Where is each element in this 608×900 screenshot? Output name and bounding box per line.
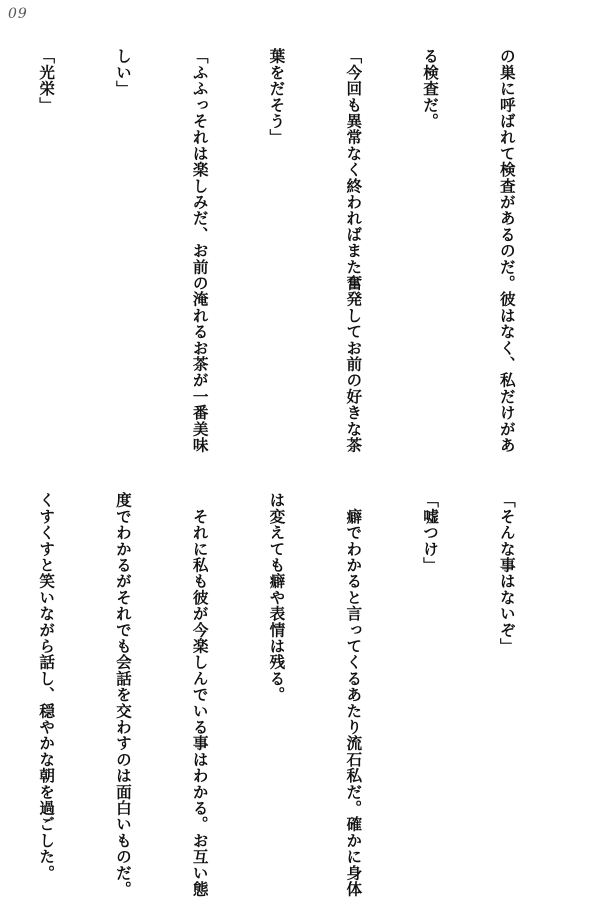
page-number: 09 (8, 6, 28, 22)
text-line: 度でわかるがそれでも会話を交わすのは面白いものだ。 (113, 492, 132, 897)
text-line: 葉をだそう」 (267, 48, 286, 146)
text-line: 「今回も異常なく終わればまた奮発してお前の好きな茶 (344, 48, 363, 453)
text-line: それに私も彼が今楽しんでいる事はわかる。お互い態 (190, 492, 209, 897)
text-line: は変えても癖や表情は残る。 (267, 492, 286, 703)
upper-text-block (0, 48, 570, 488)
text-line: 「嘘つけ」 (421, 492, 440, 573)
text-line: 「光栄」 (37, 48, 56, 113)
text-line: くすくすと笑いながら話し、穏やかな朝を過ごした。 (37, 492, 56, 881)
text-line: しい」 (113, 48, 132, 97)
text-line: 「ふふっそれは楽しみだ、お前の淹れるお茶が一番美味 (190, 48, 209, 453)
text-line: る検査だ。 (421, 48, 440, 129)
text-line: の巣に呼ばれて検査があるのだ。彼はなく、私だけがあ (497, 48, 516, 453)
text-line: 「そんな事はないぞ」 (497, 492, 516, 654)
lower-text-block (0, 492, 570, 897)
text-line: 癖でわかると言ってくるあたり流石私だ。確かに身体 (344, 492, 363, 897)
